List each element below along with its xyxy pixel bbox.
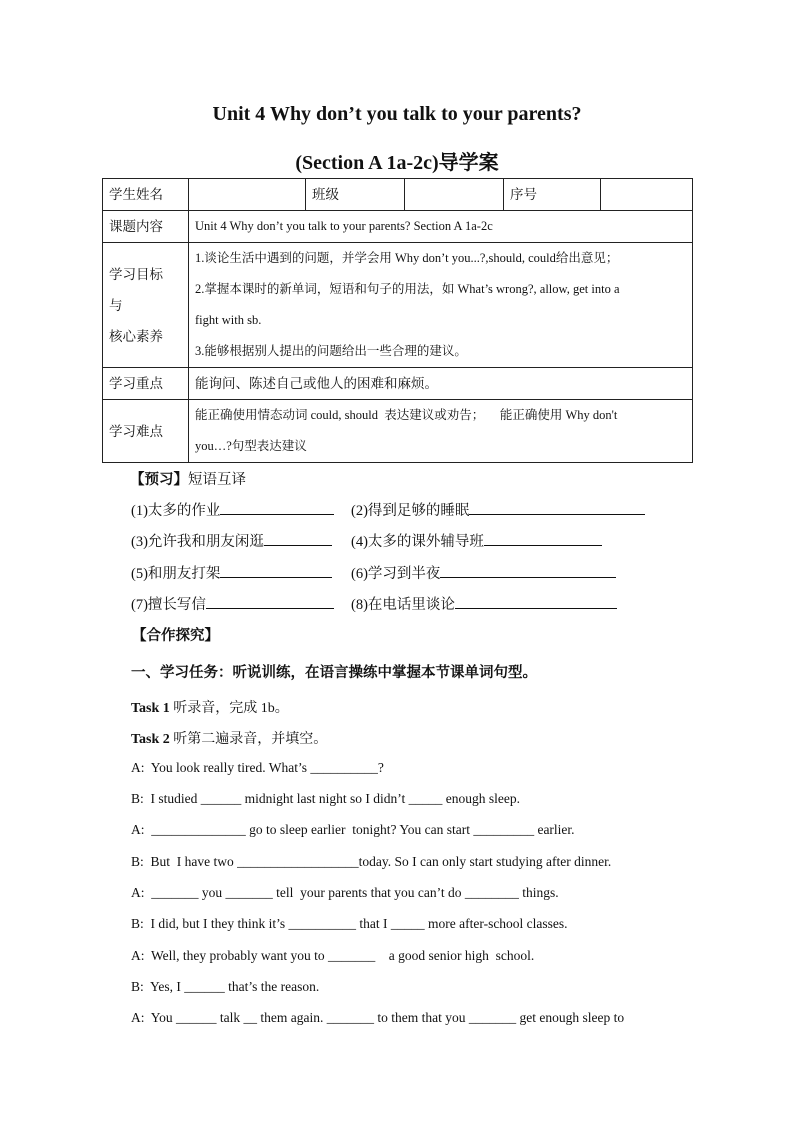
dialogue-blank[interactable]: _______ [151, 885, 199, 900]
dialogue-line [131, 948, 534, 964]
seat-number-label: 序号 [504, 179, 601, 211]
student-name-field[interactable] [189, 179, 306, 211]
goal-line: 3.能够根据别人提出的问题给出一些合理的建议。 [195, 344, 467, 358]
dialogue-text: tell your parents that you can’t do [272, 885, 465, 900]
goals-label [103, 243, 189, 368]
dialogue-text: them again. [257, 1010, 327, 1025]
dialogue-line [131, 1010, 624, 1026]
dialogue-text: that I [356, 916, 391, 931]
goal-line: fight with sb. [195, 313, 262, 327]
dialogue-text: A: [131, 885, 152, 900]
dialogue-text: midnight last night so I didn’t [241, 791, 409, 806]
topic-label: 课题内容 [103, 211, 189, 243]
dialogue-blank[interactable]: __________________ [237, 854, 359, 869]
difficulties-line: 能正确使用情态动词 could, should 表达建议或劝告； 能正确使用 Why don't [195, 408, 618, 422]
preview-item: (4)太多的课外辅导班 [351, 530, 602, 551]
dialogue-text: talk [216, 1010, 244, 1025]
goals-label-line: 核心素养 [109, 328, 163, 344]
dialogue-text: to them that you [374, 1010, 469, 1025]
answer-blank[interactable] [264, 531, 332, 546]
dialogue-blank[interactable]: ________ [464, 885, 519, 900]
task1-line: Task 1 听录音，完成 1b。 [131, 701, 289, 716]
dialogue-blank[interactable]: _______ [468, 1010, 517, 1025]
dialogue-blank[interactable]: _______ [326, 1010, 375, 1025]
dialogue-text: go to sleep earlier tonight? You can start [245, 822, 474, 837]
dialogue-blank[interactable]: ______ [176, 1010, 217, 1025]
dialogue-text: B: I studied [131, 791, 201, 806]
dialogue-line [131, 916, 568, 932]
dialogue-line [131, 854, 611, 870]
answer-blank[interactable] [440, 563, 616, 578]
answer-blank[interactable] [455, 594, 617, 609]
dialogue-text: B: But I have two [131, 854, 238, 869]
answer-blank[interactable] [484, 531, 602, 546]
dialogue-blank[interactable]: _______ [225, 885, 273, 900]
preview-item: (2)得到足够的睡眠 [351, 499, 645, 520]
dialogue-text: more after-school classes. [424, 916, 568, 931]
dialogue-text: today. So I can only start studying after dinner. [358, 854, 612, 869]
class-field[interactable] [405, 179, 504, 211]
task2-line: Task 2 听第二遍录音，并填空。 [131, 732, 328, 747]
seat-number-field[interactable] [601, 179, 693, 211]
topic-value: Unit 4 Why don’t you talk to your parents? Section A 1a-2c [189, 211, 693, 243]
preview-heading-bracket: 【预习】 [130, 472, 188, 488]
answer-blank[interactable] [206, 594, 334, 609]
goals-label-line: 与 [109, 297, 123, 313]
dialogue-line [131, 885, 559, 901]
key-points-label: 学习重点 [103, 368, 189, 400]
difficulties-content [189, 400, 693, 463]
dialogue-text: that’s the reason. [224, 979, 320, 994]
dialogue-text: enough sleep. [442, 791, 520, 806]
class-label: 班级 [306, 179, 405, 211]
preview-item: (7)擅长写信 [131, 593, 334, 614]
dialogue-text: B: Yes, I [131, 979, 185, 994]
title-line-2: (Section A 1a-2c)导学案 [295, 152, 499, 174]
dialogue-text: A: You look really tired. What’s [131, 760, 311, 775]
dialogue-blank[interactable]: __________ [310, 760, 378, 775]
answer-blank[interactable] [469, 500, 645, 515]
dialogue-blank[interactable]: ______ [200, 791, 242, 806]
dialogue-blank[interactable]: _______ [328, 948, 376, 963]
dialogue-line [131, 760, 384, 776]
cooperation-heading: 【合作探究】 [132, 628, 219, 644]
answer-blank[interactable] [220, 500, 334, 515]
dialogue-text: A: Well, they probably want you to [131, 948, 329, 963]
preview-item: (6)学习到半夜 [351, 562, 616, 583]
key-points-row [103, 368, 693, 400]
learning-task-heading: 一、学习任务：听说训练，在语言操练中掌握本节课单词句型。 [131, 665, 537, 681]
dialogue-text: a good senior high school. [375, 948, 535, 963]
difficulties-label: 学习难点 [103, 400, 189, 463]
goals-label-line: 学习目标 [109, 266, 163, 282]
preview-item: (5)和朋友打架 [131, 562, 332, 583]
preview-heading-text: 短语互译 [188, 472, 246, 488]
key-points-value: 能询问、陈述自己或他人的困难和麻烦。 [189, 368, 693, 400]
dialogue-line [131, 791, 520, 807]
title-line-1: Unit 4 Why don’t you talk to your parents? [212, 103, 582, 125]
dialogue-line [131, 979, 319, 995]
dialogue-blank[interactable]: ______ [184, 979, 225, 994]
dialogue-blank[interactable]: ______________ [151, 822, 246, 837]
dialogue-text: you [198, 885, 226, 900]
dialogue-text: earlier. [534, 822, 575, 837]
goal-line: 2.掌握本课时的新单词，短语和句子的用法，如 What’s wrong?, allow, get into a [195, 282, 620, 296]
dialogue-text: things. [518, 885, 559, 900]
dialogue-blank[interactable]: __ [243, 1010, 258, 1025]
info-table [102, 178, 693, 463]
student-name-label: 学生姓名 [103, 179, 189, 211]
dialogue-text: B: I did, but I they think it’s [131, 916, 289, 931]
goals-content [189, 243, 693, 368]
dialogue-blank[interactable]: _____ [390, 916, 425, 931]
topic-row [103, 211, 693, 243]
difficulties-row [103, 400, 693, 463]
dialogue-blank[interactable]: __________ [288, 916, 356, 931]
dialogue-text: A: You [131, 1010, 177, 1025]
dialogue-text: get enough sleep to [516, 1010, 625, 1025]
student-info-row [103, 179, 693, 211]
preview-heading [130, 468, 246, 489]
preview-item: (8)在电话里谈论 [351, 593, 617, 614]
answer-blank[interactable] [220, 563, 332, 578]
goals-row [103, 243, 693, 368]
difficulties-line: you…?句型表达建议 [195, 439, 307, 453]
preview-item: (1)太多的作业 [131, 499, 334, 520]
dialogue-text: A: [131, 822, 152, 837]
dialogue-blank[interactable]: _____ [408, 791, 443, 806]
dialogue-blank[interactable]: _________ [473, 822, 535, 837]
dialogue-line [131, 822, 575, 838]
goal-line: 1.谈论生活中遇到的问题，并学会用 Why don’t you...?,should, could给出意见； [195, 251, 619, 265]
preview-item: (3)允许我和朋友闲逛 [131, 530, 332, 551]
dialogue-text: ? [377, 760, 384, 775]
